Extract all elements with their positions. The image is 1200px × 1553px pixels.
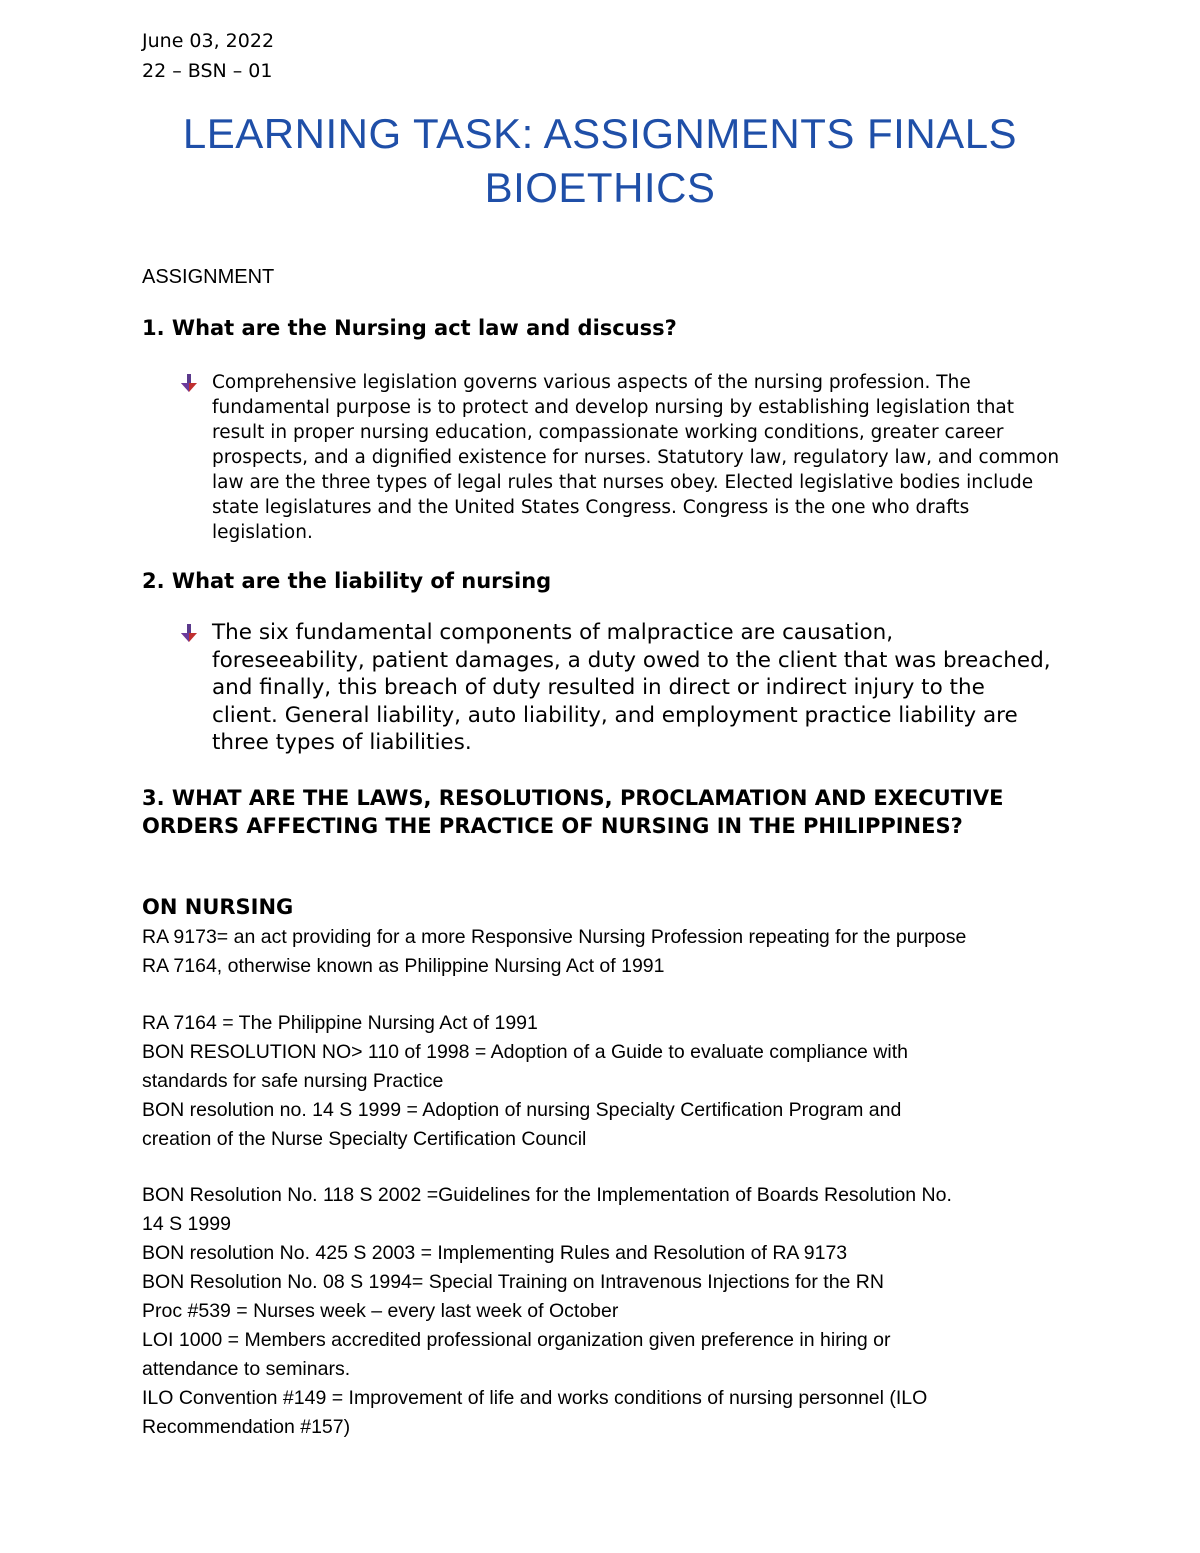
law-line: BON resolution no. 14 S 1999 = Adoption of nursing Specialty Certification Program and — [142, 1099, 902, 1121]
law-line: RA 7164, otherwise known as Philippine Nursing Act of 1991 — [142, 955, 665, 977]
law-line: BON Resolution No. 118 S 2002 =Guidelines for the Implementation of Boards Resolution No. — [142, 1184, 952, 1206]
law-line: standards for safe nursing Practice — [142, 1070, 444, 1092]
law-line: RA 7164 = The Philippine Nursing Act of 1991 — [142, 1012, 538, 1034]
law-line: Proc #539 = Nurses week – every last week of October — [142, 1300, 619, 1322]
law-line: BON resolution No. 425 S 2003 = Implementing Rules and Resolution of RA 9173 — [142, 1242, 848, 1264]
law-line: attendance to seminars. — [142, 1358, 351, 1380]
question-3-heading: 3. WHAT ARE THE LAWS, RESOLUTIONS, PROCLAMATION AND EXECUTIVE ORDERS AFFECTING THE PRACTICE OF NURSING IN THE PHILIPPINES? — [142, 786, 1004, 838]
law-line: LOI 1000 = Members accredited professional organization given preference in hiring or — [142, 1329, 891, 1351]
assignment-label: ASSIGNMENT — [142, 266, 275, 288]
law-line: 14 S 1999 — [142, 1213, 231, 1235]
section-line: 22 – BSN – 01 — [142, 60, 273, 82]
law-line: Recommendation #157) — [142, 1416, 351, 1438]
law-line: RA 9173= an act providing for a more Responsive Nursing Profession repeating for the purpose — [142, 926, 967, 948]
question-2-heading: 2. What are the liability of nursing — [142, 569, 552, 593]
date-line: June 03, 2022 — [142, 30, 275, 52]
page-title: LEARNING TASK: ASSIGNMENTS FINALS — [182, 110, 1018, 157]
law-line: ILO Convention #149 = Improvement of life and works conditions of nursing personnel (ILO — [142, 1387, 928, 1409]
law-line: BON RESOLUTION NO> 110 of 1998 = Adoption of a Guide to evaluate compliance with — [142, 1041, 908, 1063]
page-subtitle: BIOETHICS — [484, 164, 716, 211]
on-nursing-heading: ON NURSING — [142, 895, 294, 919]
question-2-answer: The six fundamental components of malpractice are causation, foreseeability, patient damages, a duty owed to the client that was breached, and finally, this breach of duty resulted in direct or indirect injury to the client. General liability, auto liability, and employment practice liability are three types of liabilities. — [212, 620, 1051, 755]
question-1-answer: Comprehensive legislation governs various aspects of the nursing profession. The fundamental purpose is to protect and develop nursing by establishing legislation that result in proper nursing education, compassionate working conditions, greater career prospects, and a dignified existence for nurses. Statutory law, regulatory law, and common law are the three types of legal rules that nurses obey. Elected legislative bodies include state legislatures and the United States Congress. Congress is the one who drafts legislation. — [212, 372, 1060, 543]
arrow-down-icon — [178, 622, 200, 644]
law-line: BON Resolution No. 08 S 1994= Special Training on Intravenous Injections for the RN — [142, 1271, 884, 1293]
arrow-down-icon — [178, 372, 200, 394]
question-1-heading: 1. What are the Nursing act law and discuss? — [142, 316, 677, 340]
law-line: creation of the Nurse Specialty Certification Council — [142, 1128, 587, 1150]
